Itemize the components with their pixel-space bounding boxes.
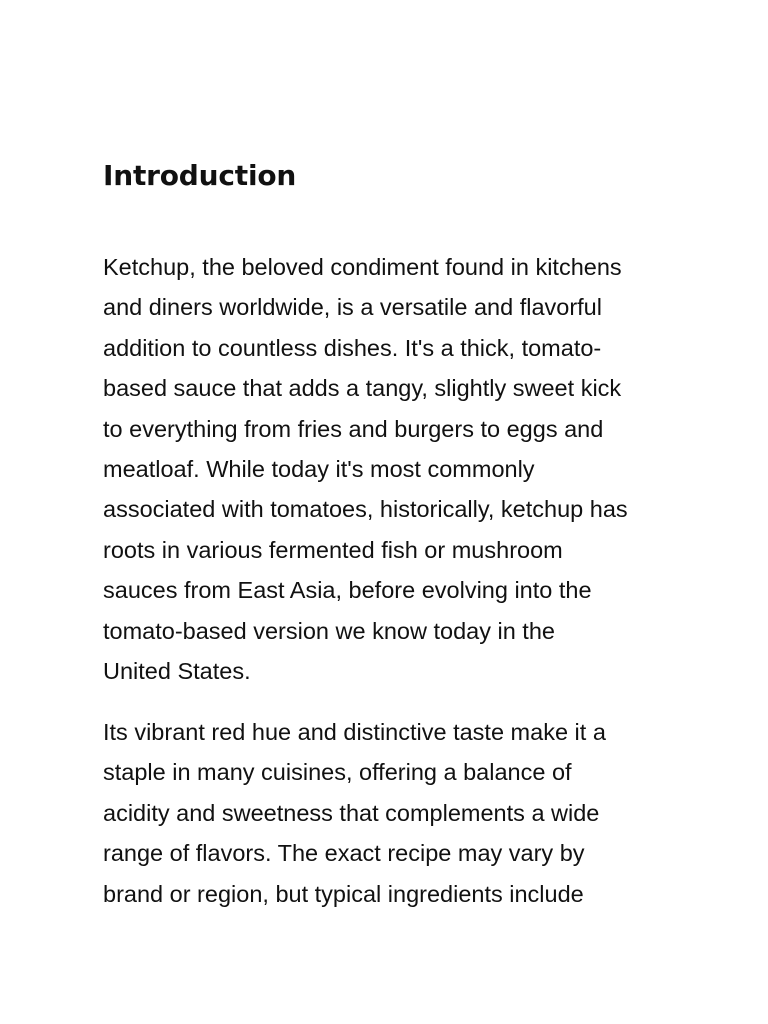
paragraph-line: tomato-based version we know today in the [103, 617, 555, 644]
paragraph-line: meatloaf. While today it's most commonly [103, 456, 535, 483]
paragraph-line: range of flavors. The exact recipe may vary by [103, 840, 585, 867]
paragraph-line: Its vibrant red hue and distinctive taste make it a [103, 719, 606, 745]
paragraph-line: United States. [103, 658, 251, 685]
paragraph-line: roots in various fermented fish or mushroom [103, 536, 563, 563]
paragraph-line: sauces from East Asia, before evolving into the [103, 577, 592, 604]
paragraph-line: addition to countless dishes. It's a thick, tomato- [103, 334, 602, 361]
paragraph-line: brand or region, but typical ingredients include [103, 880, 584, 907]
paragraph-line: associated with tomatoes, historically, ketchup has [103, 496, 628, 523]
paragraph-1 [103, 247, 693, 691]
paragraph-line: and diners worldwide, is a versatile and flavorful [103, 294, 602, 321]
paragraph-line: Ketchup, the beloved condiment found in kitchens [103, 254, 622, 280]
paragraph-line: acidity and sweetness that complements a wide [103, 799, 600, 826]
paragraph-2 [103, 712, 693, 914]
paragraph-line: to everything from fries and burgers to eggs and [103, 415, 604, 442]
paragraph-line: based sauce that adds a tangy, slightly sweet kick [103, 375, 622, 402]
paragraph-line: staple in many cuisines, offering a balance of [103, 759, 572, 786]
section-heading: Introduction [103, 159, 297, 192]
